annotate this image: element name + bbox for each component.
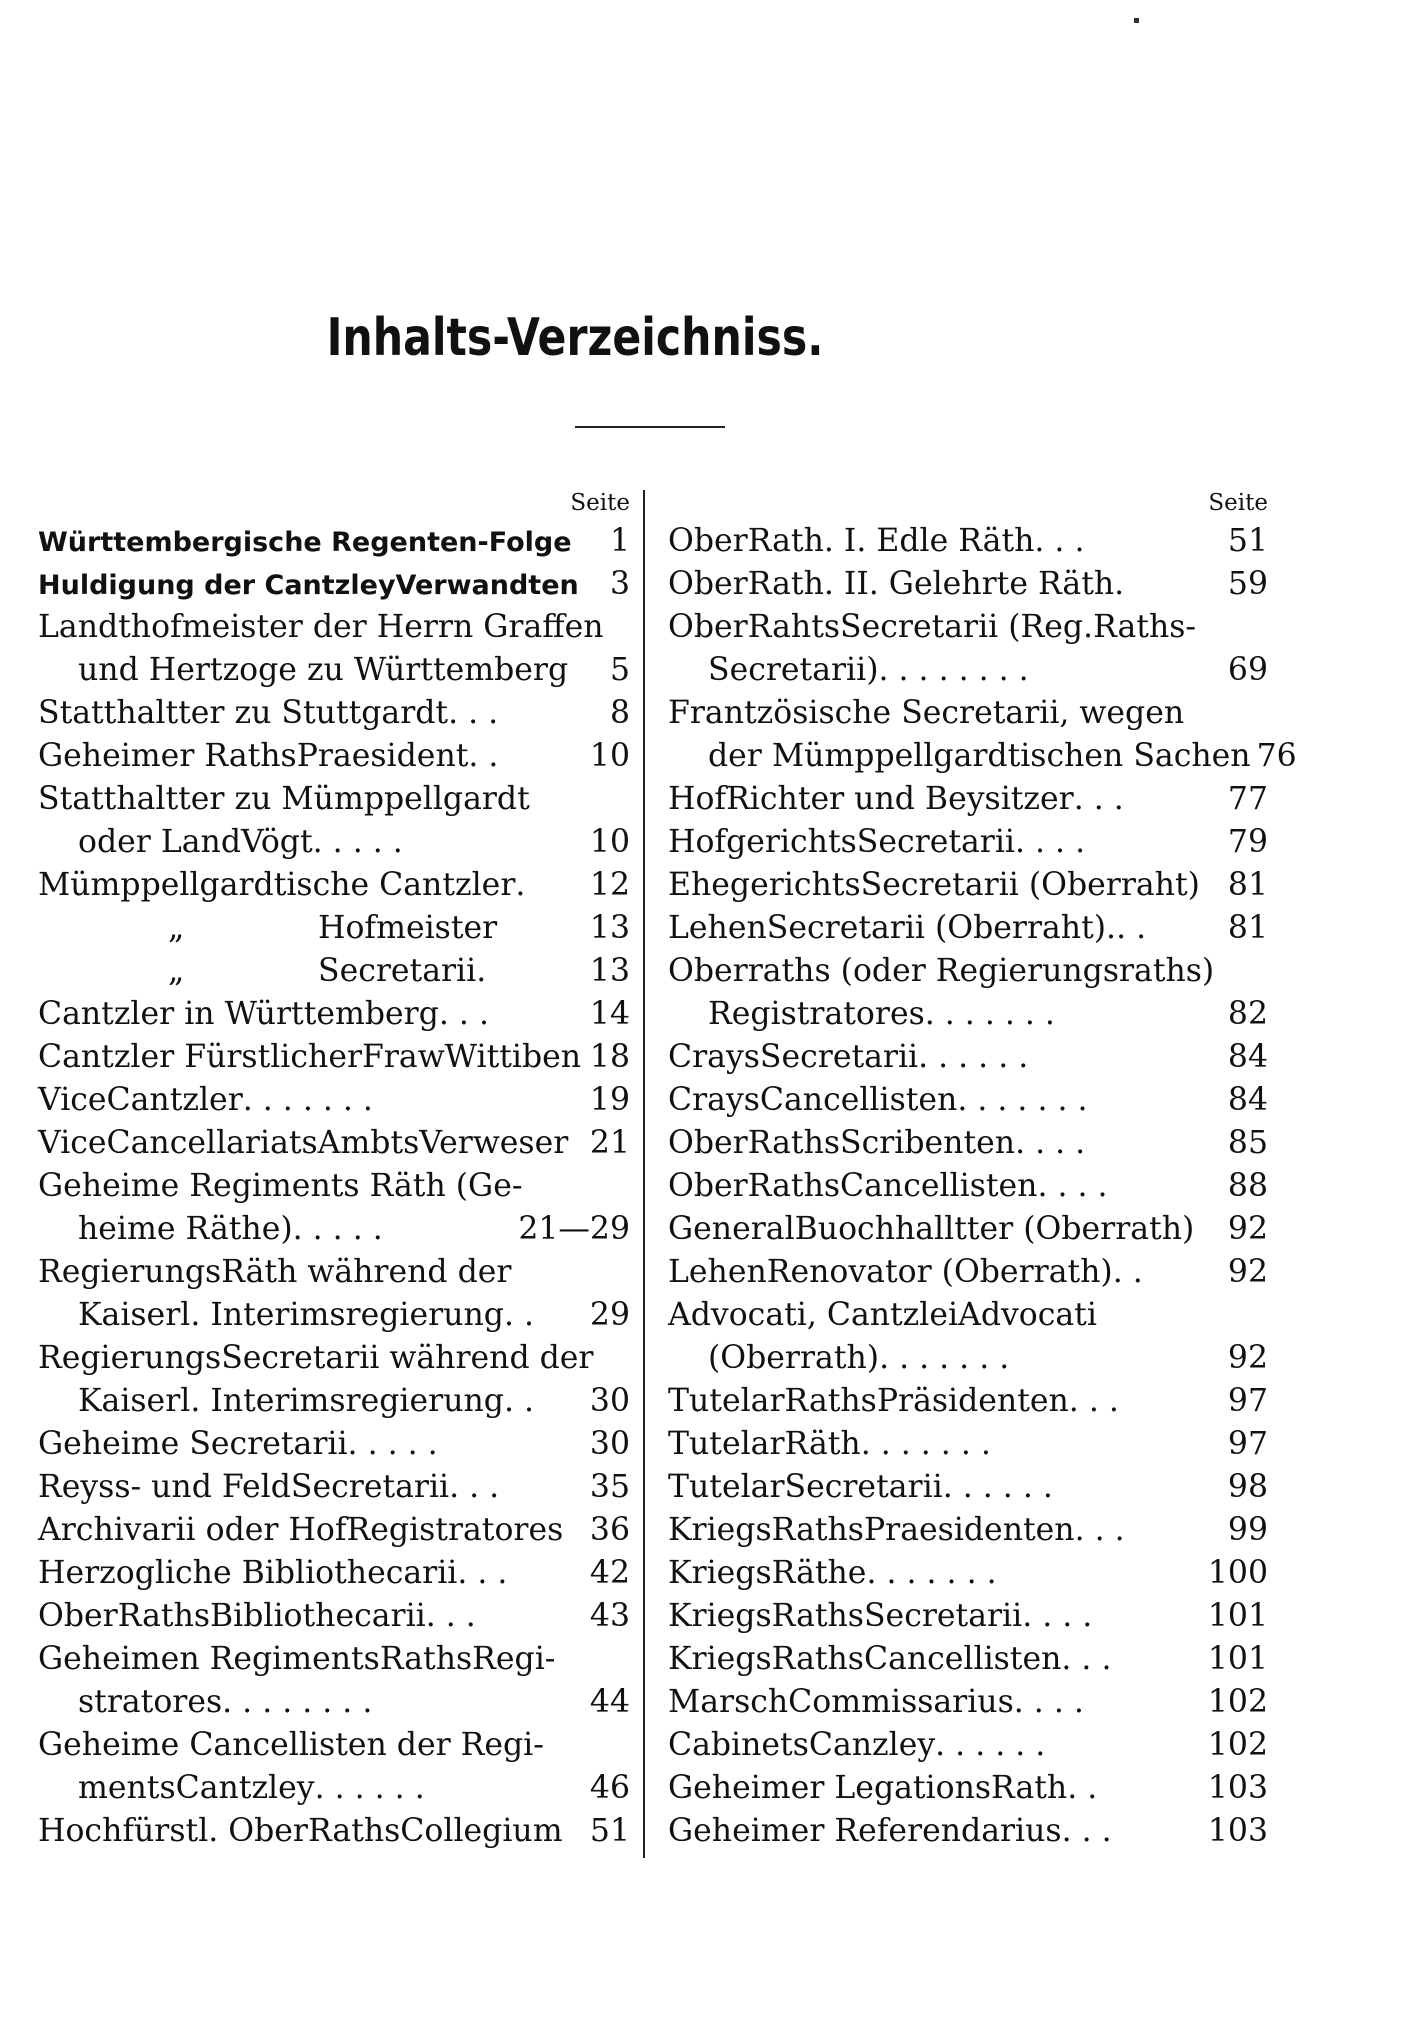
toc-entry	[38, 1552, 630, 1595]
leader-dots: . .	[503, 1297, 534, 1333]
leader-dots: . . .	[457, 1555, 508, 1591]
toc-entry	[668, 1767, 1268, 1810]
toc-entry	[38, 778, 630, 864]
toc-line	[668, 1767, 1268, 1810]
toc-line	[38, 1294, 630, 1337]
leader-dots: . . .	[1061, 1813, 1112, 1849]
toc-entry-title: Cantzler in Württemberg	[38, 996, 439, 1032]
toc-entry-title: Secretarii	[318, 953, 477, 989]
leader-dots: . . . . . .	[918, 1039, 1029, 1075]
leader-dots: . . . .	[1013, 1684, 1084, 1720]
toc-line	[668, 1552, 1268, 1595]
toc-entry	[668, 1251, 1268, 1294]
toc-entry	[38, 1638, 630, 1724]
title-rule	[575, 426, 725, 428]
toc-entry-title: OberRathsCancellisten	[668, 1168, 1038, 1204]
toc-entry-title: HofgerichtsSecretarii	[668, 824, 1015, 860]
toc-entry	[38, 1423, 630, 1466]
page-number: 30	[589, 1426, 630, 1462]
leader-dots: . .	[1112, 1254, 1143, 1290]
toc-entry-title: RegierungsRäth während der	[38, 1254, 512, 1290]
toc-entry	[38, 950, 630, 993]
leader-dots: .	[476, 953, 487, 989]
leader-dots: . . . .	[1015, 1125, 1086, 1161]
toc-line	[38, 1724, 630, 1767]
toc-line	[38, 950, 630, 993]
leader-dots: . . . . .	[312, 824, 403, 860]
toc-line	[668, 1251, 1268, 1294]
toc-line	[38, 821, 630, 864]
toc-entry	[668, 1595, 1268, 1638]
toc-line	[668, 907, 1268, 950]
page-number: 10	[589, 824, 630, 860]
toc-entry-title: mentsCantzley	[78, 1770, 315, 1806]
column-divider	[643, 490, 645, 1858]
leader-dots: . . .	[438, 996, 489, 1032]
toc-line	[668, 864, 1268, 907]
toc-line	[668, 1509, 1268, 1552]
toc-line	[668, 1595, 1268, 1638]
leader-dots: . . .	[449, 1469, 500, 1505]
toc-entry-title: der Mümppellgardtischen Sachen	[708, 738, 1251, 774]
toc-entry-title: Herzogliche Bibliothecarii	[38, 1555, 458, 1591]
toc-line	[38, 1638, 630, 1681]
page-number: 5	[609, 652, 630, 688]
page-number: 92	[1227, 1254, 1268, 1290]
toc-line	[38, 1380, 630, 1423]
leader-dots: . . . .	[1037, 1168, 1108, 1204]
toc-line	[38, 864, 630, 907]
toc-right-column	[668, 486, 1297, 1853]
toc-entry	[38, 1079, 630, 1122]
page-number: 82	[1227, 996, 1268, 1032]
toc-entry	[38, 692, 630, 735]
toc-line	[668, 1638, 1268, 1681]
page-number: 51	[1227, 523, 1268, 559]
leader-dots: . .	[1067, 1770, 1098, 1806]
page-number: 92	[1227, 1211, 1268, 1247]
page-number: 8	[609, 695, 630, 731]
toc-line	[38, 1165, 630, 1208]
toc-entry	[668, 1681, 1268, 1724]
toc-line	[668, 735, 1297, 778]
toc-line	[668, 1122, 1268, 1165]
toc-line	[38, 907, 630, 950]
toc-entry-title: Landthofmeister der Herrn Graffen	[38, 609, 604, 645]
toc-entry-title: Kaiserl. Interimsregierung	[78, 1383, 504, 1419]
toc-entry-title: Geheime Secretarii	[38, 1426, 348, 1462]
toc-entry	[38, 907, 630, 950]
toc-entry-title: ViceCantzler	[38, 1082, 243, 1118]
toc-line	[668, 606, 1268, 649]
page-number: 81	[1227, 867, 1268, 903]
page-number: 101	[1207, 1598, 1268, 1634]
page-number: 85	[1227, 1125, 1268, 1161]
leader-dots: . . . . . . .	[242, 1082, 373, 1118]
toc-entry-title: CraysCancellisten	[668, 1082, 958, 1118]
toc-line	[38, 993, 630, 1036]
leader-dots: . . . . . . .	[860, 1426, 991, 1462]
page-number: 21	[589, 1125, 630, 1161]
page-number: 36	[589, 1512, 630, 1548]
page-number: 76	[1256, 738, 1297, 774]
page-number: 42	[589, 1555, 630, 1591]
toc-entry-title: Statthaltter zu Mümppellgardt	[38, 781, 530, 817]
toc-line	[38, 1251, 630, 1294]
toc-entry-title: und Hertzoge zu Württemberg	[78, 652, 569, 688]
leader-dots: . . . .	[1015, 824, 1086, 860]
toc-line	[38, 1509, 630, 1552]
leader-dots: . . . . . . .	[879, 1340, 1010, 1376]
toc-entry-title: heime Räthe)	[78, 1211, 293, 1247]
leader-dots: . . . . . . .	[924, 996, 1055, 1032]
toc-entry-title: Hofmeister	[318, 910, 498, 946]
toc-entry-title: Cantzler FürstlicherFrawWittiben	[38, 1039, 582, 1075]
toc-line	[668, 563, 1268, 606]
toc-line	[668, 1294, 1268, 1337]
page-number: 51	[589, 1813, 630, 1849]
toc-entry	[38, 735, 630, 778]
toc-entry	[668, 1036, 1268, 1079]
toc-entry-title: Statthaltter zu Stuttgardt	[38, 695, 449, 731]
toc-entry	[38, 993, 630, 1036]
page-number: 19	[589, 1082, 630, 1118]
page-number: 102	[1207, 1727, 1268, 1763]
leader-dots: . . . . . .	[314, 1770, 425, 1806]
toc-line	[668, 1681, 1268, 1724]
toc-entry	[38, 1165, 630, 1251]
toc-line	[38, 1036, 630, 1079]
page-number: 81	[1227, 910, 1268, 946]
toc-line	[38, 1767, 630, 1810]
leader-dots: . . . . . .	[935, 1727, 1046, 1763]
toc-entry-title: ViceCancellariatsAmbtsVerweser	[38, 1125, 569, 1161]
toc-line	[38, 1208, 630, 1251]
toc-entry-title: Geheimer LegationsRath	[668, 1770, 1068, 1806]
leader-dots: . . .	[1074, 1512, 1125, 1548]
page-number: 99	[1227, 1512, 1268, 1548]
toc-entry	[668, 1079, 1268, 1122]
page-number: 101	[1207, 1641, 1268, 1677]
toc-entry-title: Geheime Regiments Räth (Ge-	[38, 1168, 523, 1204]
toc-entry	[668, 1122, 1268, 1165]
toc-line	[38, 1337, 630, 1380]
toc-entry-title: OberRath. I. Edle Räth	[668, 523, 1035, 559]
toc-line	[668, 520, 1268, 563]
page-number: 13	[589, 953, 630, 989]
page-number: 14	[589, 996, 630, 1032]
page-number: 103	[1207, 1770, 1268, 1806]
page-number: 97	[1227, 1426, 1268, 1462]
toc-entry-title: Registratores	[708, 996, 925, 1032]
leader-dots: . . . . .	[292, 1211, 383, 1247]
toc-entry-title: CraysSecretarii	[668, 1039, 919, 1075]
toc-line	[38, 735, 630, 778]
toc-entry	[38, 606, 630, 692]
toc-entry	[38, 1466, 630, 1509]
leader-dots: . . . . . . .	[957, 1082, 1088, 1118]
toc-entry-title: GeneralBuochhalltter (Oberrath)	[668, 1211, 1195, 1247]
toc-entry	[38, 1595, 630, 1638]
leader-dots: . . . . . . .	[866, 1555, 997, 1591]
toc-line	[38, 1810, 630, 1853]
page-number: 84	[1227, 1039, 1268, 1075]
toc-entry-title: MarschCommissarius	[668, 1684, 1014, 1720]
toc-entry-title: Geheimer RathsPraesident	[38, 738, 469, 774]
toc-line	[38, 606, 630, 649]
page-number: 92	[1227, 1340, 1268, 1376]
toc-entry	[668, 1509, 1268, 1552]
page-number: 97	[1227, 1383, 1268, 1419]
toc-entry	[668, 1552, 1268, 1595]
toc-entry	[38, 1810, 630, 1853]
leader-dots: . .	[1116, 910, 1147, 946]
toc-entry-title: TutelarRathsPräsidenten	[668, 1383, 1069, 1419]
toc-entry-title: EhegerichtsSecretarii (Oberraht)	[668, 867, 1200, 903]
toc-line	[668, 1380, 1268, 1423]
page-number: 98	[1227, 1469, 1268, 1505]
toc-entry	[38, 1509, 630, 1552]
leader-dots: . . . . .	[347, 1426, 438, 1462]
toc-line	[38, 1552, 630, 1595]
toc-entry	[668, 821, 1268, 864]
leader-dots: .	[515, 867, 526, 903]
toc-entry	[38, 1337, 630, 1423]
leader-dots: . . .	[1034, 523, 1085, 559]
page-number: 69	[1227, 652, 1268, 688]
toc-entry	[38, 864, 630, 907]
leader-dots: . . .	[448, 695, 499, 731]
toc-entry-title: OberRathsScribenten	[668, 1125, 1016, 1161]
page-number: 103	[1207, 1813, 1268, 1849]
toc-entry	[38, 520, 630, 563]
toc-entry	[38, 1036, 630, 1079]
seite-header-right: Seite	[1208, 490, 1268, 516]
leader-dots: . . . .	[1022, 1598, 1093, 1634]
toc-entry-title: LehenSecretarii (Oberraht).	[668, 910, 1117, 946]
page-number: 79	[1227, 824, 1268, 860]
toc-entry-title: oder LandVögt	[78, 824, 313, 860]
toc-entry-title: KriegsRathsPraesidenten	[668, 1512, 1075, 1548]
toc-entry	[668, 692, 1297, 778]
page-number: 10	[589, 738, 630, 774]
page-number: 102	[1207, 1684, 1268, 1720]
toc-entry	[38, 563, 630, 606]
toc-line	[668, 649, 1268, 692]
toc-entry-title: Archivarii oder HofRegistratores	[38, 1512, 564, 1548]
toc-line	[668, 1466, 1268, 1509]
toc-entry-title: Reyss- und FeldSecretarii	[38, 1469, 450, 1505]
toc-entry	[668, 1208, 1268, 1251]
leader-dots: . .	[468, 738, 499, 774]
page-number: 43	[589, 1598, 630, 1634]
page-number: 30	[589, 1383, 630, 1419]
page-number: 35	[589, 1469, 630, 1505]
toc-entry-title: CabinetsCanzley	[668, 1727, 936, 1763]
toc-line	[668, 993, 1268, 1036]
page-number: 46	[589, 1770, 630, 1806]
toc-entry	[668, 1638, 1268, 1681]
toc-line	[38, 1466, 630, 1509]
toc-entry-title: KriegsRäthe	[668, 1555, 867, 1591]
toc-line	[668, 1079, 1268, 1122]
toc-entry-title: Advocati, CantzleiAdvocati	[668, 1297, 1097, 1333]
toc-line	[38, 520, 630, 563]
toc-line	[38, 1595, 630, 1638]
toc-line	[668, 821, 1268, 864]
toc-line	[38, 649, 630, 692]
toc-entry	[38, 1724, 630, 1810]
toc-entry-title: KriegsRathsSecretarii	[668, 1598, 1023, 1634]
leader-dots: . . . . . . . .	[222, 1684, 373, 1720]
page-number: 44	[589, 1684, 630, 1720]
toc-entry	[668, 950, 1268, 1036]
toc-entry	[668, 778, 1268, 821]
page-number: 13	[589, 910, 630, 946]
ditto-mark: „	[168, 953, 185, 989]
page-number: 100	[1207, 1555, 1268, 1591]
toc-entry-title: TutelarRäth	[668, 1426, 861, 1462]
toc-entry-title: OberRahtsSecretarii (Reg.Raths-	[668, 609, 1197, 645]
toc-line	[668, 950, 1268, 993]
toc-line	[38, 1079, 630, 1122]
toc-line	[38, 1423, 630, 1466]
toc-line	[668, 1724, 1268, 1767]
toc-entry	[668, 907, 1268, 950]
page-number: 3	[609, 566, 630, 602]
leader-dots: . . . . . . . .	[878, 652, 1029, 688]
page-title: Inhalts-Verzeichniss.	[326, 308, 824, 368]
toc-entry	[668, 1724, 1268, 1767]
toc-entry-title: Frantzösische Secretarii, wegen	[668, 695, 1185, 731]
toc-entry-title: OberRathsBibliothecarii	[38, 1598, 426, 1634]
page-number: 12	[589, 867, 630, 903]
leader-dots: . . .	[425, 1598, 476, 1634]
leader-dots: .	[1114, 566, 1125, 602]
toc-entry-title: stratores	[78, 1684, 223, 1720]
toc-entry	[668, 606, 1268, 692]
toc-entry-title: TutelarSecretarii	[668, 1469, 943, 1505]
page-number: 1	[609, 523, 630, 559]
page-number: 29	[589, 1297, 630, 1333]
toc-entry	[668, 1294, 1268, 1380]
toc-entry-title: Secretarii)	[708, 652, 879, 688]
page-number: 88	[1227, 1168, 1268, 1204]
speck-mark	[1134, 18, 1139, 23]
toc-line	[38, 1681, 630, 1724]
toc-line	[38, 692, 630, 735]
toc-entry-title: OberRath. II. Gelehrte Räth	[668, 566, 1115, 602]
toc-entry	[668, 1466, 1268, 1509]
toc-entry-title: Mümppellgardtische Cantzler	[38, 867, 516, 903]
toc-entry-title: Huldigung der CantzleyVerwandten	[38, 570, 579, 601]
page-number: 21—29	[518, 1211, 630, 1247]
leader-dots: . . .	[1061, 1641, 1112, 1677]
toc-line	[668, 1208, 1268, 1251]
page-number: 18	[589, 1039, 630, 1075]
toc-entry	[668, 864, 1268, 907]
toc-left-column	[38, 486, 630, 1853]
toc-line	[38, 778, 630, 821]
page-number: 84	[1227, 1082, 1268, 1118]
toc-entry-title: RegierungsSecretarii während der	[38, 1340, 594, 1376]
toc-line	[668, 1337, 1268, 1380]
toc-entry-title: Geheimen RegimentsRathsRegi-	[38, 1641, 556, 1677]
page-number: 77	[1227, 781, 1268, 817]
toc-entry-title: Geheime Cancellisten der Regi-	[38, 1727, 544, 1763]
toc-entry	[38, 1251, 630, 1337]
toc-entry	[668, 1423, 1268, 1466]
toc-entry-title: (Oberrath)	[708, 1340, 880, 1376]
leader-dots: . . .	[1073, 781, 1124, 817]
toc-entry	[668, 1165, 1268, 1208]
toc-entry	[668, 1810, 1268, 1853]
toc-entry-title: KriegsRathsCancellisten	[668, 1641, 1062, 1677]
toc-entry-title: Württembergische Regenten-Folge	[38, 527, 572, 558]
toc-line	[668, 692, 1268, 735]
toc-line	[668, 778, 1268, 821]
toc-entry-title: Oberraths (oder Regierungsraths)	[668, 953, 1215, 989]
toc-line	[668, 1810, 1268, 1853]
leader-dots: . . .	[1068, 1383, 1119, 1419]
toc-line	[668, 1036, 1268, 1079]
seite-header-left: Seite	[570, 490, 630, 516]
toc-entry	[668, 1380, 1268, 1423]
leader-dots: . . . . . .	[942, 1469, 1053, 1505]
toc-entry-title: Geheimer Referendarius	[668, 1813, 1062, 1849]
toc-entry	[668, 520, 1268, 563]
ditto-mark: „	[168, 910, 185, 946]
page-number: 59	[1227, 566, 1268, 602]
leader-dots: . .	[503, 1383, 534, 1419]
toc-entry-title: Kaiserl. Interimsregierung	[78, 1297, 504, 1333]
toc-entry-title: Hochfürstl. OberRathsCollegium	[38, 1813, 563, 1849]
toc-line	[38, 1122, 630, 1165]
toc-entry-title: LehenRenovator (Oberrath)	[668, 1254, 1113, 1290]
toc-line	[38, 563, 630, 606]
toc-entry	[38, 1122, 630, 1165]
toc-entry	[668, 563, 1268, 606]
toc-line	[668, 1165, 1268, 1208]
toc-entry-title: HofRichter und Beysitzer	[668, 781, 1074, 817]
toc-line	[668, 1423, 1268, 1466]
